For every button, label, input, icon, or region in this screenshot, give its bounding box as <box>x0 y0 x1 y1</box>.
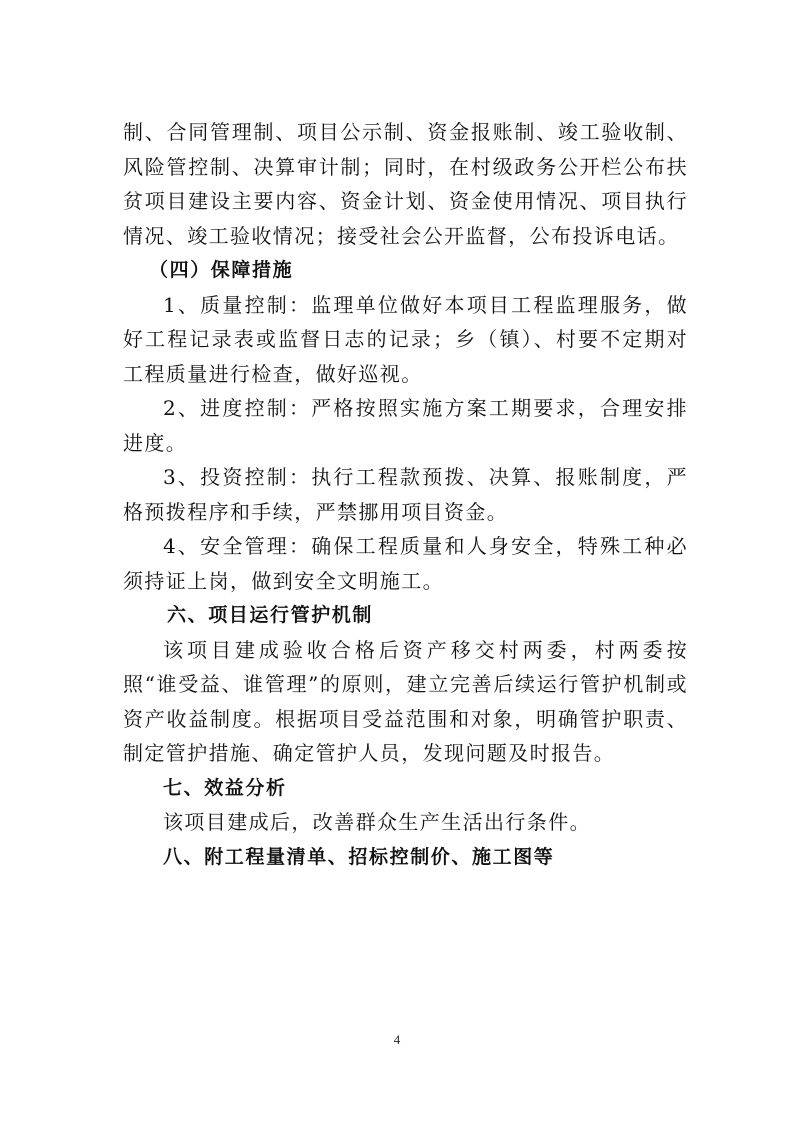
paragraph-benefit-analysis: 该项目建成后，改善群众生产生活出行条件。 <box>163 810 591 834</box>
paragraph-operation-maintenance: 该项目建成验收合格后资产移交村两委，村两委按照“谁受益、谁管理”的原则，建立完善后续运行管护机制或资产收益制度。根据项目受益范围和对象，明确管护职责、制定管护措施、确定管护人员，发现问题及时报告。 <box>123 637 688 765</box>
list-item-investment-control: 3、投资控制：执行工程款预拨、决算、报账制度，严格预拨程序和手续，严禁挪用项目资金。 <box>123 465 688 524</box>
page-number: 4 <box>393 1032 401 1047</box>
section-heading-attachments: 八、附工程量清单、招标控制价、施工图等 <box>163 845 555 868</box>
page-body <box>123 115 688 874</box>
section-heading-operation-maintenance: 六、项目运行管护机制 <box>167 604 374 626</box>
list-item-safety-management: 4、安全管理：确保工程质量和人身安全，特殊工种必须持证上岗，做到安全文明施工。 <box>123 534 688 593</box>
list-item-schedule-control: 2、进度控制：严格按照实施方案工期要求，合理安排进度。 <box>123 396 688 455</box>
section-heading-benefit-analysis: 七、效益分析 <box>163 776 287 799</box>
list-item-quality-control: 1、质量控制：监理单位做好本项目工程监理服务，做好工程记录表或监督日志的记录；乡（镇）、村要不定期对工程质量进行检查，做好巡视。 <box>123 292 688 386</box>
section-heading-safeguard-measures: （四）保障措施 <box>149 259 294 281</box>
continued-paragraph: 制、合同管理制、项目公示制、资金报账制、竣工验收制、风险管控制、决算审计制；同时，在村级政务公开栏公布扶贫项目建设主要内容、资金计划、资金使用情况、项目执行情况、竣工验收情况；接受社会公开监督，公布投诉电话。 <box>123 120 688 248</box>
